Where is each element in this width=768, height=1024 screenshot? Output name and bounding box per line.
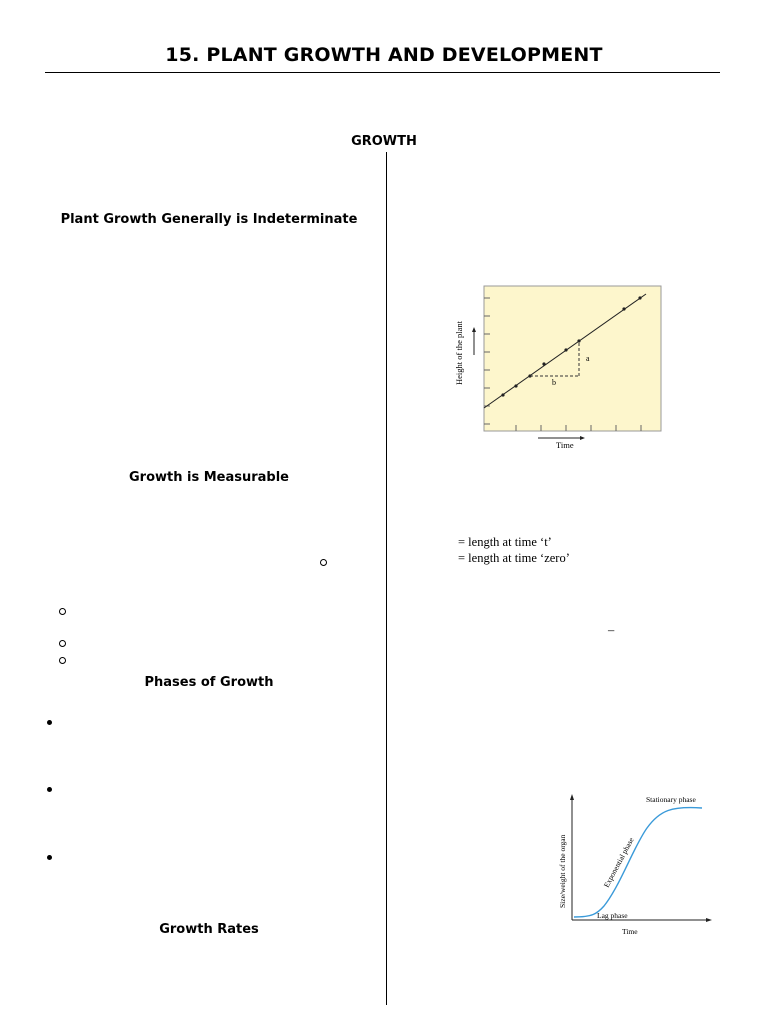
figure2-ylabel: Size/weight of the organ [558,834,567,908]
heading-measurable: Growth is Measurable [128,470,290,485]
x-arrow-head [580,436,585,440]
sub-bullet-marker [59,608,66,615]
figure1-ylabel: Height of the plant [454,321,464,385]
figure1-xlabel: Time [556,440,574,450]
figure-background [484,286,661,431]
sigmoid-growth-figure [552,786,724,944]
title-rule [45,72,720,73]
column-divider [386,152,387,1005]
arithmetic-growth-figure [446,280,676,455]
sub-bullet-marker [59,640,66,647]
bullet-marker [47,720,52,725]
exponential-phase-label: Exponential phase [601,835,636,889]
heading-phases: Phases of Growth [144,675,274,690]
length-at-zero-text: = length at time ‘zero’ [458,551,570,565]
figure2-y-arrow-head [570,794,574,800]
dash-mark: – [608,623,615,637]
heading-rates: Growth Rates [159,922,259,937]
label-b: b [552,378,556,387]
page-title: 15. PLANT GROWTH AND DEVELOPMENT [165,44,603,66]
figure2-xlabel: Time [622,927,638,936]
label-a: a [586,354,590,363]
length-at-t-text: = length at time ‘t’ [458,535,552,549]
sub-bullet-marker [59,657,66,664]
heading-indeterminate: Plant Growth Generally is Indeterminate [60,212,358,227]
figure2-x-arrow-head [706,918,712,922]
heading-growth: GROWTH [351,134,417,149]
sigmoid-curve [574,808,702,917]
sub-bullet-marker [320,559,327,566]
stationary-phase-label: Stationary phase [646,795,696,804]
lag-phase-label: Lag phase [597,911,628,920]
y-arrow-head [472,327,476,332]
bullet-marker [47,855,52,860]
bullet-marker [47,787,52,792]
